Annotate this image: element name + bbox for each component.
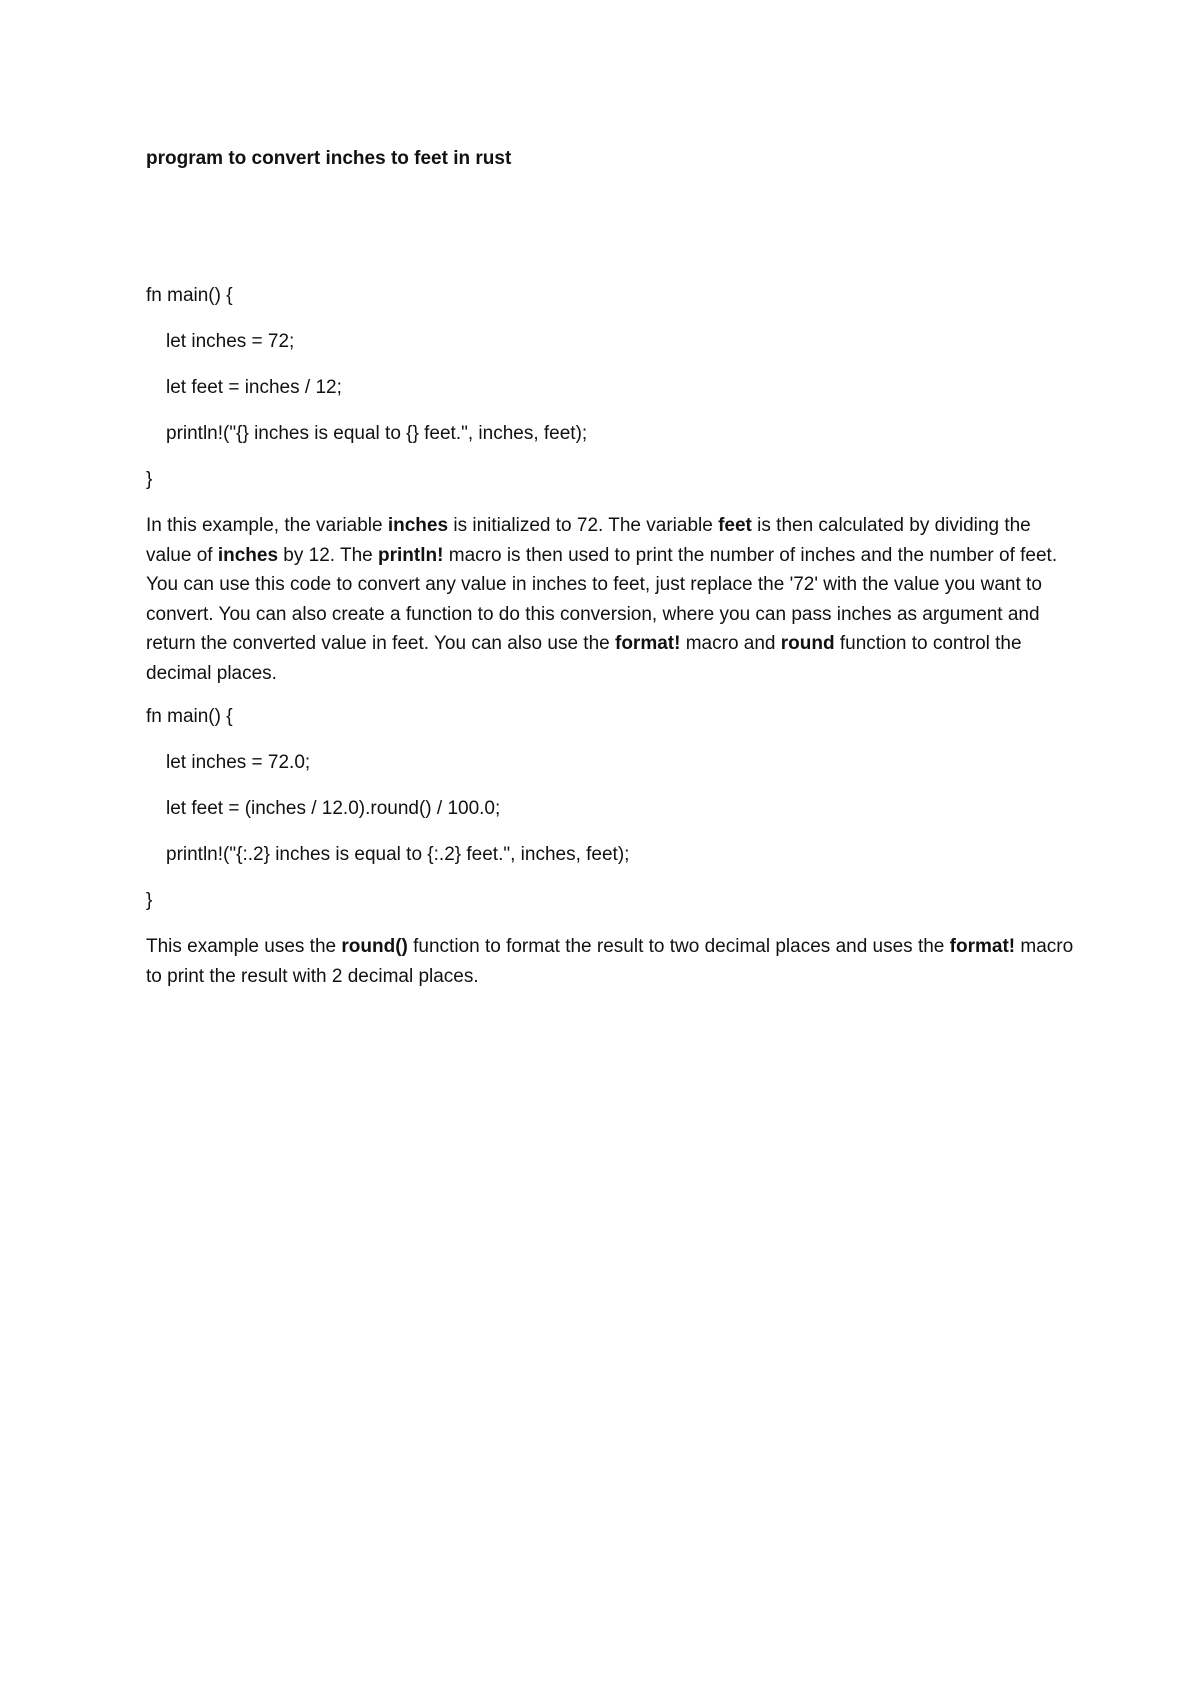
bold-term: feet [718, 515, 752, 536]
bold-term: round() [341, 936, 408, 957]
code-line: } [146, 469, 153, 490]
code-line: println!("{} inches is equal to {} feet.", inches, feet); [166, 423, 588, 444]
text-run: by 12. The [278, 544, 379, 566]
code-line: fn main() { [146, 285, 233, 306]
bold-term: format! [615, 633, 681, 654]
explanation-paragraph [146, 511, 1076, 688]
code-line: let inches = 72.0; [166, 752, 311, 773]
text-run: function to control the decimal places. [146, 633, 1022, 684]
code-line: println!("{:.2} inches is equal to {:.2} feet.", inches, feet); [166, 844, 630, 865]
text-run: macro is then used to print the number of inches and the number of feet. You can use this code to convert any value in inches to feet, just replace the '72' with the value you want to convert. You can also create a function to do this conversion, where you can pass inches as argument and return the converted value in feet. You can also use the [146, 544, 1058, 654]
document-title: program to convert inches to feet in rust [146, 148, 512, 169]
text-run: is then calculated by dividing the value of [146, 515, 1031, 566]
text-run: is initialized to 72. The variable [448, 515, 719, 536]
text-run: macro to print the result with 2 decimal places. [146, 936, 1074, 987]
bold-term: inches [217, 544, 279, 566]
bold-term: println! [378, 544, 444, 566]
code-line: let inches = 72; [166, 331, 295, 352]
text-run: macro and [680, 633, 781, 654]
code-line: let feet = (inches / 12.0).round() / 100.0; [166, 798, 501, 819]
bold-term: inches [387, 515, 449, 536]
code-line: fn main() { [146, 706, 233, 727]
bold-term: round [780, 633, 835, 654]
code-line: let feet = inches / 12; [166, 377, 342, 398]
summary-paragraph [146, 932, 1076, 991]
code-line: } [146, 890, 153, 911]
text-run: function to format the result to two decimal places and uses the [407, 936, 950, 957]
text-run: In this example, the variable [146, 515, 388, 536]
text-run: This example uses the [146, 936, 342, 957]
bold-term: format! [949, 936, 1016, 957]
